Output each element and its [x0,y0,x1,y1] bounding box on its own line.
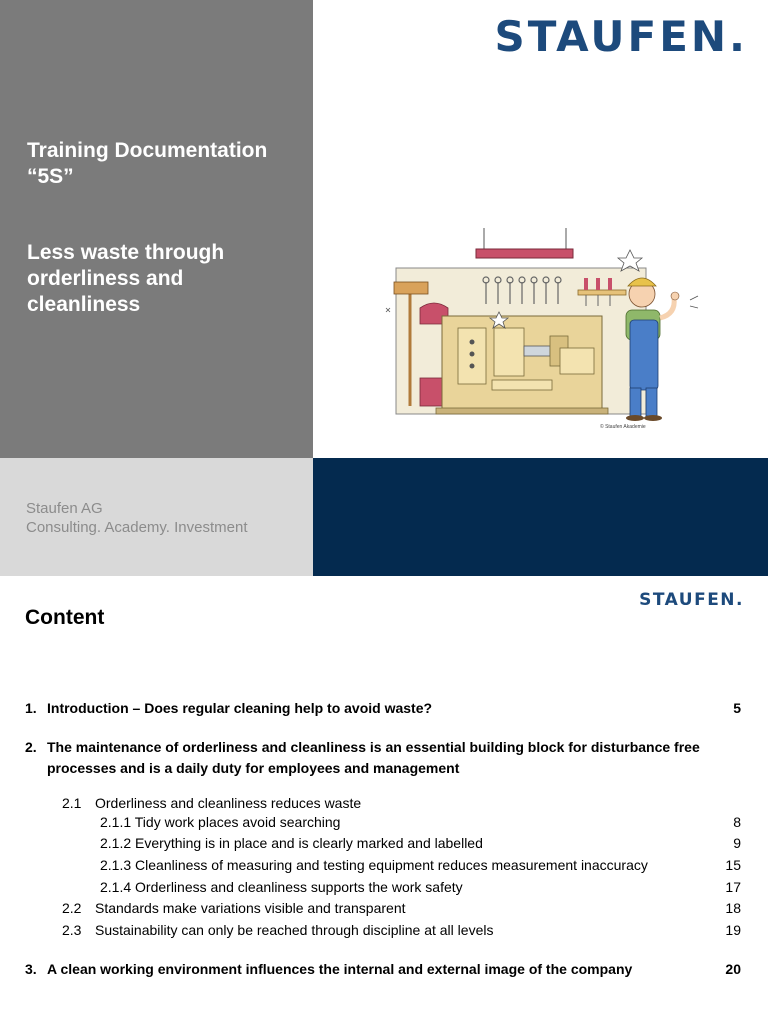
toc-subsubitem-text: 2.1.2 Everything is in place and is clearly marked and labelled [100,835,483,851]
content-slide [0,576,768,1024]
workshop-illustration [380,220,700,435]
machine-icon [436,316,608,414]
toc-subsubitem-page: 9 [733,835,741,851]
content-title: Content [25,606,105,629]
toc-subsubitem-2-1-2[interactable] [100,833,741,854]
toc-subsubitem-text: 2.1.3 Cleanliness of measuring and testing equipment reduces measurement inaccuracy [100,857,648,873]
illustration-credit: © Staufen Akademie [600,424,646,430]
company-tagline: Consulting. Academy. Investment [26,519,248,536]
toc-subitem-page: 18 [725,900,741,916]
toc-item-text: The maintenance of orderliness and cleanliness is an essential building block for disturbance free processes and is a daily duty for employees and management [47,739,700,776]
staufen-logo-small: STAUFEN. [639,590,744,610]
toc-item-number: 3. [25,961,37,977]
document-title: Training Documentation [27,139,268,162]
toc-subitem-number: 2.2 [62,900,82,916]
toc-subsubitem-page: 17 [725,879,741,895]
toc-item-1[interactable] [25,698,741,719]
toc-subitem-text: Standards make variations visible and transparent [95,900,406,916]
title-panel [0,0,313,458]
staufen-logo: STAUFEN. [494,12,748,61]
toc-subsubitem-2-1-3[interactable] [100,855,741,876]
toc-subitem-page: 19 [725,922,741,938]
toc-subsubitem-2-1-4[interactable] [100,877,741,898]
toc-subsubitem-page: 8 [733,814,741,830]
toc-subitem-text: Sustainability can only be reached through discipline at all levels [95,922,494,938]
worker-icon [626,278,679,421]
toc-item-2[interactable] [25,737,747,779]
toc-subitem-number: 2.3 [62,922,82,938]
accent-panel [313,458,768,576]
toc-item-page: 5 [733,700,741,716]
toc-subitem-2-3[interactable] [62,920,741,941]
toc-item-text: A clean working environment influences the internal and external image of the company [47,961,633,977]
toc-subitem-number: 2.1 [62,795,82,811]
company-name: Staufen AG [26,500,103,517]
toc-item-3[interactable] [25,959,741,980]
toc-subitem-2-2[interactable] [62,898,741,919]
toc-subsubitem-text: 2.1.4 Orderliness and cleanliness supports the work safety [100,879,463,895]
toc-item-page: 20 [725,961,741,977]
toc-subitem-2-1[interactable] [62,793,741,814]
lamp-icon [476,228,573,258]
toc-item-text: Introduction – Does regular cleaning help to avoid waste? [47,700,433,716]
toc-subsubitem-text: 2.1.1 Tidy work places avoid searching [100,814,341,830]
document-title-5s: “5S” [27,165,74,188]
document-subtitle: Less waste through orderliness and cleanliness [27,241,225,316]
toc-subsubitem-2-1-1[interactable] [100,812,741,833]
company-panel [0,458,313,576]
toc-subsubitem-page: 15 [725,857,741,873]
toc-subitem-text: Orderliness and cleanliness reduces waste [95,795,362,811]
toc-item-number: 2. [25,739,37,755]
toc-item-number: 1. [25,700,37,716]
